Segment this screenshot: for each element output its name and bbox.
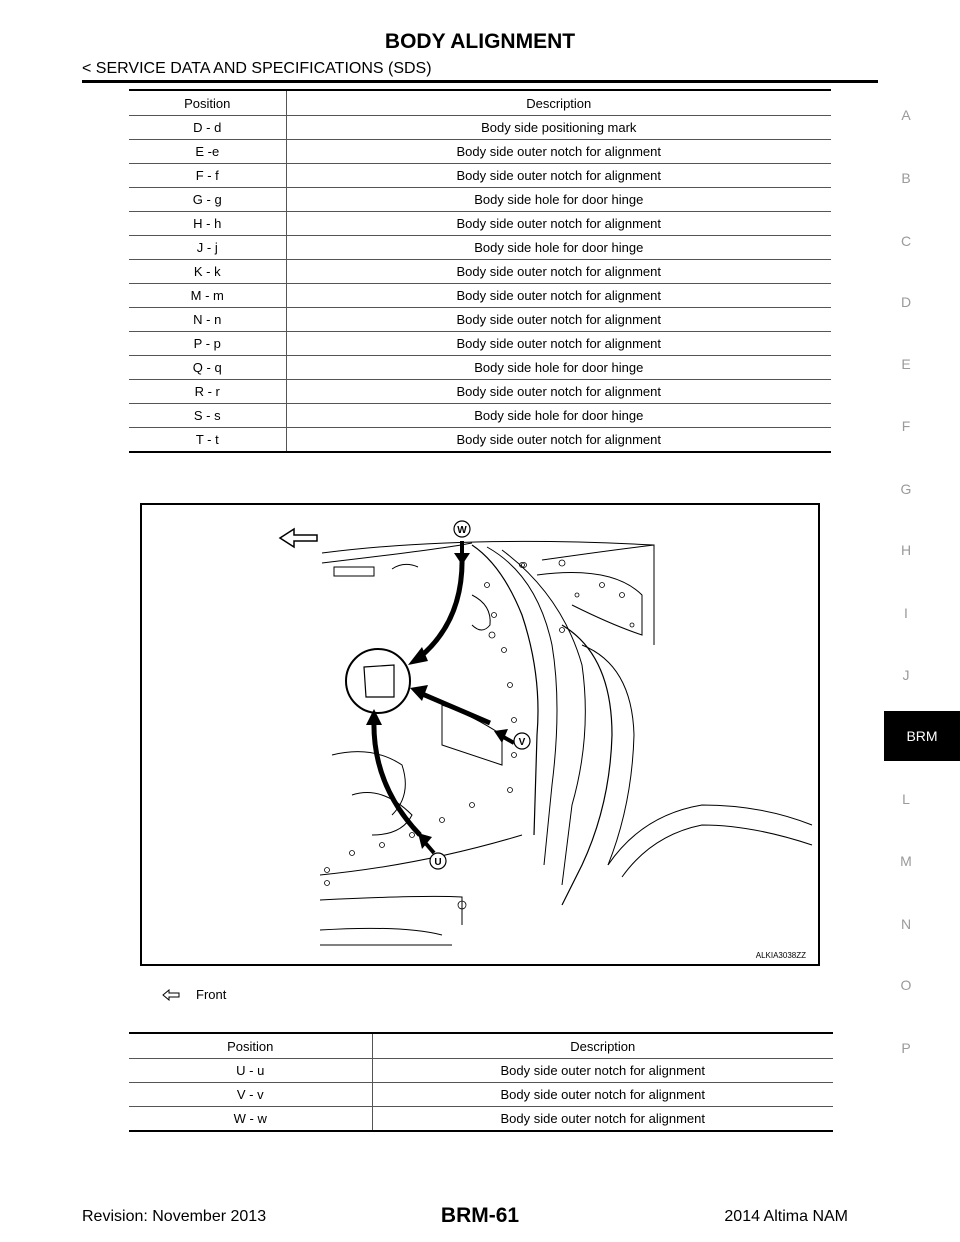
cell-description: Body side outer notch for alignment xyxy=(372,1107,833,1132)
section-index-b[interactable]: B xyxy=(901,170,911,186)
cell-position: R - r xyxy=(129,380,286,404)
table-row xyxy=(129,188,831,212)
cell-description: Body side outer notch for alignment xyxy=(286,308,831,332)
front-arrow-icon xyxy=(280,529,317,547)
marker-v xyxy=(514,733,530,749)
cell-description: Body side hole for door hinge xyxy=(286,356,831,380)
section-index-f[interactable]: F xyxy=(901,418,911,434)
svg-text:V: V xyxy=(518,737,526,748)
cell-description: Body side outer notch for alignment xyxy=(372,1059,833,1083)
table-row xyxy=(129,1083,833,1107)
table-row xyxy=(129,356,831,380)
cell-position: G - g xyxy=(129,188,286,212)
cell-position: S - s xyxy=(129,404,286,428)
table-header-row xyxy=(129,1033,833,1059)
cell-description: Body side outer notch for alignment xyxy=(286,428,831,453)
svg-text:U: U xyxy=(434,857,442,868)
body-side-drawing xyxy=(142,505,818,964)
section-index-d[interactable]: D xyxy=(900,294,912,310)
marker-w xyxy=(454,521,470,537)
table-row xyxy=(129,1059,833,1083)
table-row xyxy=(129,380,831,404)
svg-text:W: W xyxy=(457,525,467,536)
table-row xyxy=(129,140,831,164)
cell-position: D - d xyxy=(129,116,286,140)
section-index-c[interactable]: C xyxy=(900,233,912,249)
cell-position: E -e xyxy=(129,140,286,164)
section-index-g[interactable]: G xyxy=(900,481,912,497)
section-index-m[interactable]: M xyxy=(900,853,912,869)
table-row xyxy=(129,332,831,356)
table-row xyxy=(129,212,831,236)
section-index-a[interactable]: A xyxy=(901,107,911,123)
cell-position: U - u xyxy=(129,1059,372,1083)
cell-position: V - v xyxy=(129,1083,372,1107)
table-row xyxy=(129,404,831,428)
table-row xyxy=(129,428,831,453)
table-row xyxy=(129,116,831,140)
cell-description: Body side outer notch for alignment xyxy=(286,140,831,164)
section-tab-brm[interactable]: BRM xyxy=(884,711,960,761)
cell-description: Body side positioning mark xyxy=(286,116,831,140)
front-legend xyxy=(162,987,226,1002)
column-header-description: Description xyxy=(372,1033,833,1059)
marker-u xyxy=(430,853,446,869)
cell-description: Body side outer notch for alignment xyxy=(286,332,831,356)
section-breadcrumb: < SERVICE DATA AND SPECIFICATIONS (SDS) xyxy=(82,60,432,77)
table-header-row xyxy=(129,90,831,116)
cell-position: J - j xyxy=(129,236,286,260)
table-row xyxy=(129,260,831,284)
column-header-position: Position xyxy=(129,90,286,116)
cell-description: Body side outer notch for alignment xyxy=(286,164,831,188)
table-row xyxy=(129,284,831,308)
section-index-p[interactable]: P xyxy=(901,1040,911,1056)
section-index-n[interactable]: N xyxy=(900,916,912,932)
body-side-illustration xyxy=(140,503,820,966)
cell-position: T - t xyxy=(129,428,286,453)
cell-description: Body side outer notch for alignment xyxy=(286,260,831,284)
cell-description: Body side outer notch for alignment xyxy=(286,284,831,308)
column-header-position: Position xyxy=(129,1033,372,1059)
cell-description: Body side hole for door hinge xyxy=(286,404,831,428)
cell-position: F - f xyxy=(129,164,286,188)
header-rule xyxy=(82,80,878,83)
cell-position: K - k xyxy=(129,260,286,284)
cell-position: Q - q xyxy=(129,356,286,380)
page-title: BODY ALIGNMENT xyxy=(384,30,576,53)
section-index-j[interactable]: J xyxy=(902,667,910,683)
section-index-h[interactable]: H xyxy=(900,542,912,558)
front-arrow-icon xyxy=(162,989,180,1001)
legend-label: Front xyxy=(196,987,227,1002)
cell-position: H - h xyxy=(129,212,286,236)
position-table-lower xyxy=(129,1032,833,1132)
figure-code: ALKIA3038ZZ xyxy=(755,951,806,960)
cell-position: W - w xyxy=(129,1107,372,1132)
column-header-description: Description xyxy=(286,90,831,116)
cell-position: N - n xyxy=(129,308,286,332)
cell-description: Body side outer notch for alignment xyxy=(372,1083,833,1107)
cell-description: Body side outer notch for alignment xyxy=(286,380,831,404)
table-row xyxy=(129,308,831,332)
cell-description: Body side hole for door hinge xyxy=(286,188,831,212)
section-index-e[interactable]: E xyxy=(901,356,911,372)
revision-text: Revision: November 2013 xyxy=(82,1208,267,1225)
section-index-i[interactable]: I xyxy=(904,605,908,621)
table-row xyxy=(129,1107,833,1132)
table-row xyxy=(129,164,831,188)
position-table-upper xyxy=(129,89,831,453)
section-index-l[interactable]: L xyxy=(902,791,910,807)
page-number: BRM-61 xyxy=(440,1204,520,1227)
cell-description: Body side outer notch for alignment xyxy=(286,212,831,236)
section-index-o[interactable]: O xyxy=(900,977,912,993)
cell-position: P - p xyxy=(129,332,286,356)
table-row xyxy=(129,236,831,260)
model-text: 2014 Altima NAM xyxy=(724,1208,848,1225)
cell-description: Body side hole for door hinge xyxy=(286,236,831,260)
cell-position: M - m xyxy=(129,284,286,308)
